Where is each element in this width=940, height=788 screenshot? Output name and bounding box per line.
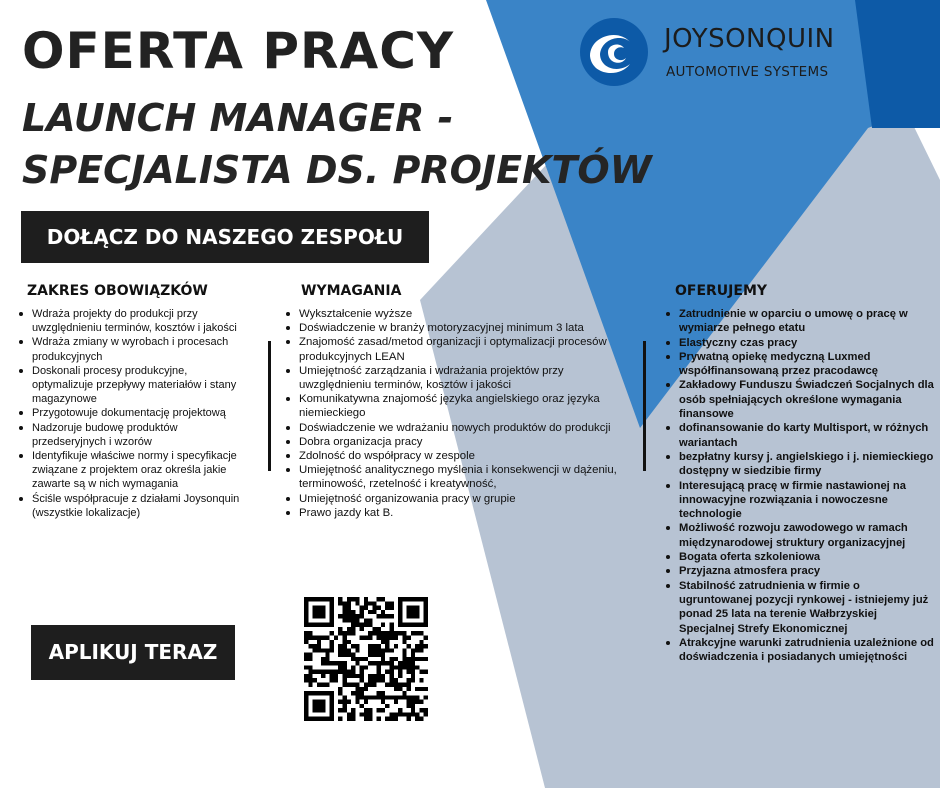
list-item: Komunikatywna znajomość języka angielskiego oraz języka niemieckiego: [299, 392, 627, 420]
requirements-section: [282, 283, 627, 520]
list-item: Wdraża zmiany w wyrobach i procesach produkcyjnych: [32, 335, 247, 363]
requirements-heading: WYMAGANIA: [301, 283, 402, 299]
joysonquin-swirl-logo-icon: [578, 16, 650, 88]
join-team-banner: DOŁĄCZ DO NASZEGO ZESPOŁU: [21, 211, 429, 263]
list-item: Nadzoruje budowę produktów przedseryjnych i wzorów: [32, 421, 247, 449]
duties-list: [15, 307, 247, 520]
list-item: Znajomość zasad/metod organizacji i optymalizacji procesów produkcyjnych LEAN: [299, 335, 627, 363]
list-item: Zdolność do współpracy w zespole: [299, 449, 627, 463]
list-item: Doświadczenie w branży motoryzacyjnej minimum 3 lata: [299, 321, 627, 335]
column-divider: [268, 341, 271, 471]
list-item: Umiejętność organizowania pracy w grupie: [299, 492, 627, 506]
list-item: Ściśle współpracuje z działami Joysonquin (wszystkie lokalizacje): [32, 492, 247, 520]
list-item: Interesującą pracę w firmie nastawionej na innowacyjne rozwiązania i nowoczesne technologie: [679, 479, 934, 522]
offer-section: [662, 283, 934, 664]
list-item: Identyfikuje właściwe normy i specyfikacje związane z projektem oraz określa jakie zawarte są w nich wymagania: [32, 449, 247, 492]
list-item: Stabilność zatrudnienia w firmie o ugruntowanej pozycji rynkowej - istniejemy już ponad 25 lata na terenie Wałbrzyskiej Specjalnej Strefy Ekonomicznej: [679, 579, 934, 636]
apply-now-button[interactable]: APLIKUJ TERAZ: [31, 625, 235, 680]
company-logo: [578, 16, 858, 96]
page-title: OFERTA PRACY: [22, 22, 455, 80]
list-item: Dobra organizacja pracy: [299, 435, 627, 449]
list-item: dofinansowanie do karty Multisport, w różnych wariantach: [679, 421, 934, 450]
requirements-list: [282, 307, 627, 520]
job-title-line1: LAUNCH MANAGER -: [22, 96, 454, 140]
list-item: Doskonali procesy produkcyjne, optymalizuje przepływy materiałów i stany magazynowe: [32, 364, 247, 407]
list-item: Wykształcenie wyższe: [299, 307, 627, 321]
list-item: Prywatną opiekę medyczną Luxmed współfinansowaną przez pracodawcę: [679, 350, 934, 379]
list-item: Umiejętność analitycznego myślenia i konsekwencji w dążeniu, terminowość, rzetelność i kreatywność,: [299, 463, 627, 491]
offer-heading: OFERUJEMY: [675, 283, 768, 299]
list-item: Zatrudnienie w oparciu o umowę o pracę w wymiarze pełnego etatu: [679, 307, 934, 336]
qr-code-icon[interactable]: [304, 597, 428, 721]
list-item: Atrakcyjne warunki zatrudnienia uzależnione od doświadczenia i posiadanych umiejętności: [679, 636, 934, 664]
list-item: Prawo jazdy kat B.: [299, 506, 627, 520]
list-item: Wdraża projekty do produkcji przy uwzględnieniu terminów, kosztów i jakości: [32, 307, 247, 335]
job-title-line2: SPECJALISTA DS. PROJEKTÓW: [22, 148, 652, 192]
list-item: bezpłatny kursy j. angielskiego i j. niemieckiego dostępny w siedzibie firmy: [679, 450, 934, 478]
company-tagline: AUTOMOTIVE SYSTEMS: [666, 64, 829, 80]
list-item: Zakładowy Funduszu Świadczeń Socjalnych dla osób spełniających określone wymagania finansowe: [679, 379, 934, 421]
duties-section: [15, 283, 247, 520]
offer-list: [662, 307, 934, 664]
duties-heading: ZAKRES OBOWIĄZKÓW: [27, 283, 208, 299]
list-item: Umiejętność zarządzania i wdrażania projektów przy uwzględnieniu terminów, kosztów i jakości: [299, 364, 627, 392]
company-name: JOYSONQUIN: [664, 24, 835, 54]
list-item: Doświadczenie we wdrażaniu nowych produktów do produkcji: [299, 421, 627, 435]
list-item: Przyjazna atmosfera pracy: [679, 564, 934, 578]
column-divider: [643, 341, 646, 471]
list-item: Bogata oferta szkoleniowa: [679, 550, 934, 564]
job-title: [22, 92, 742, 196]
list-item: Przygotowuje dokumentację projektową: [32, 406, 247, 420]
list-item: Elastyczny czas pracy: [679, 336, 934, 350]
list-item: Możliwość rozwoju zawodowego w ramach międzynarodowej struktury organizacyjnej: [679, 521, 934, 550]
